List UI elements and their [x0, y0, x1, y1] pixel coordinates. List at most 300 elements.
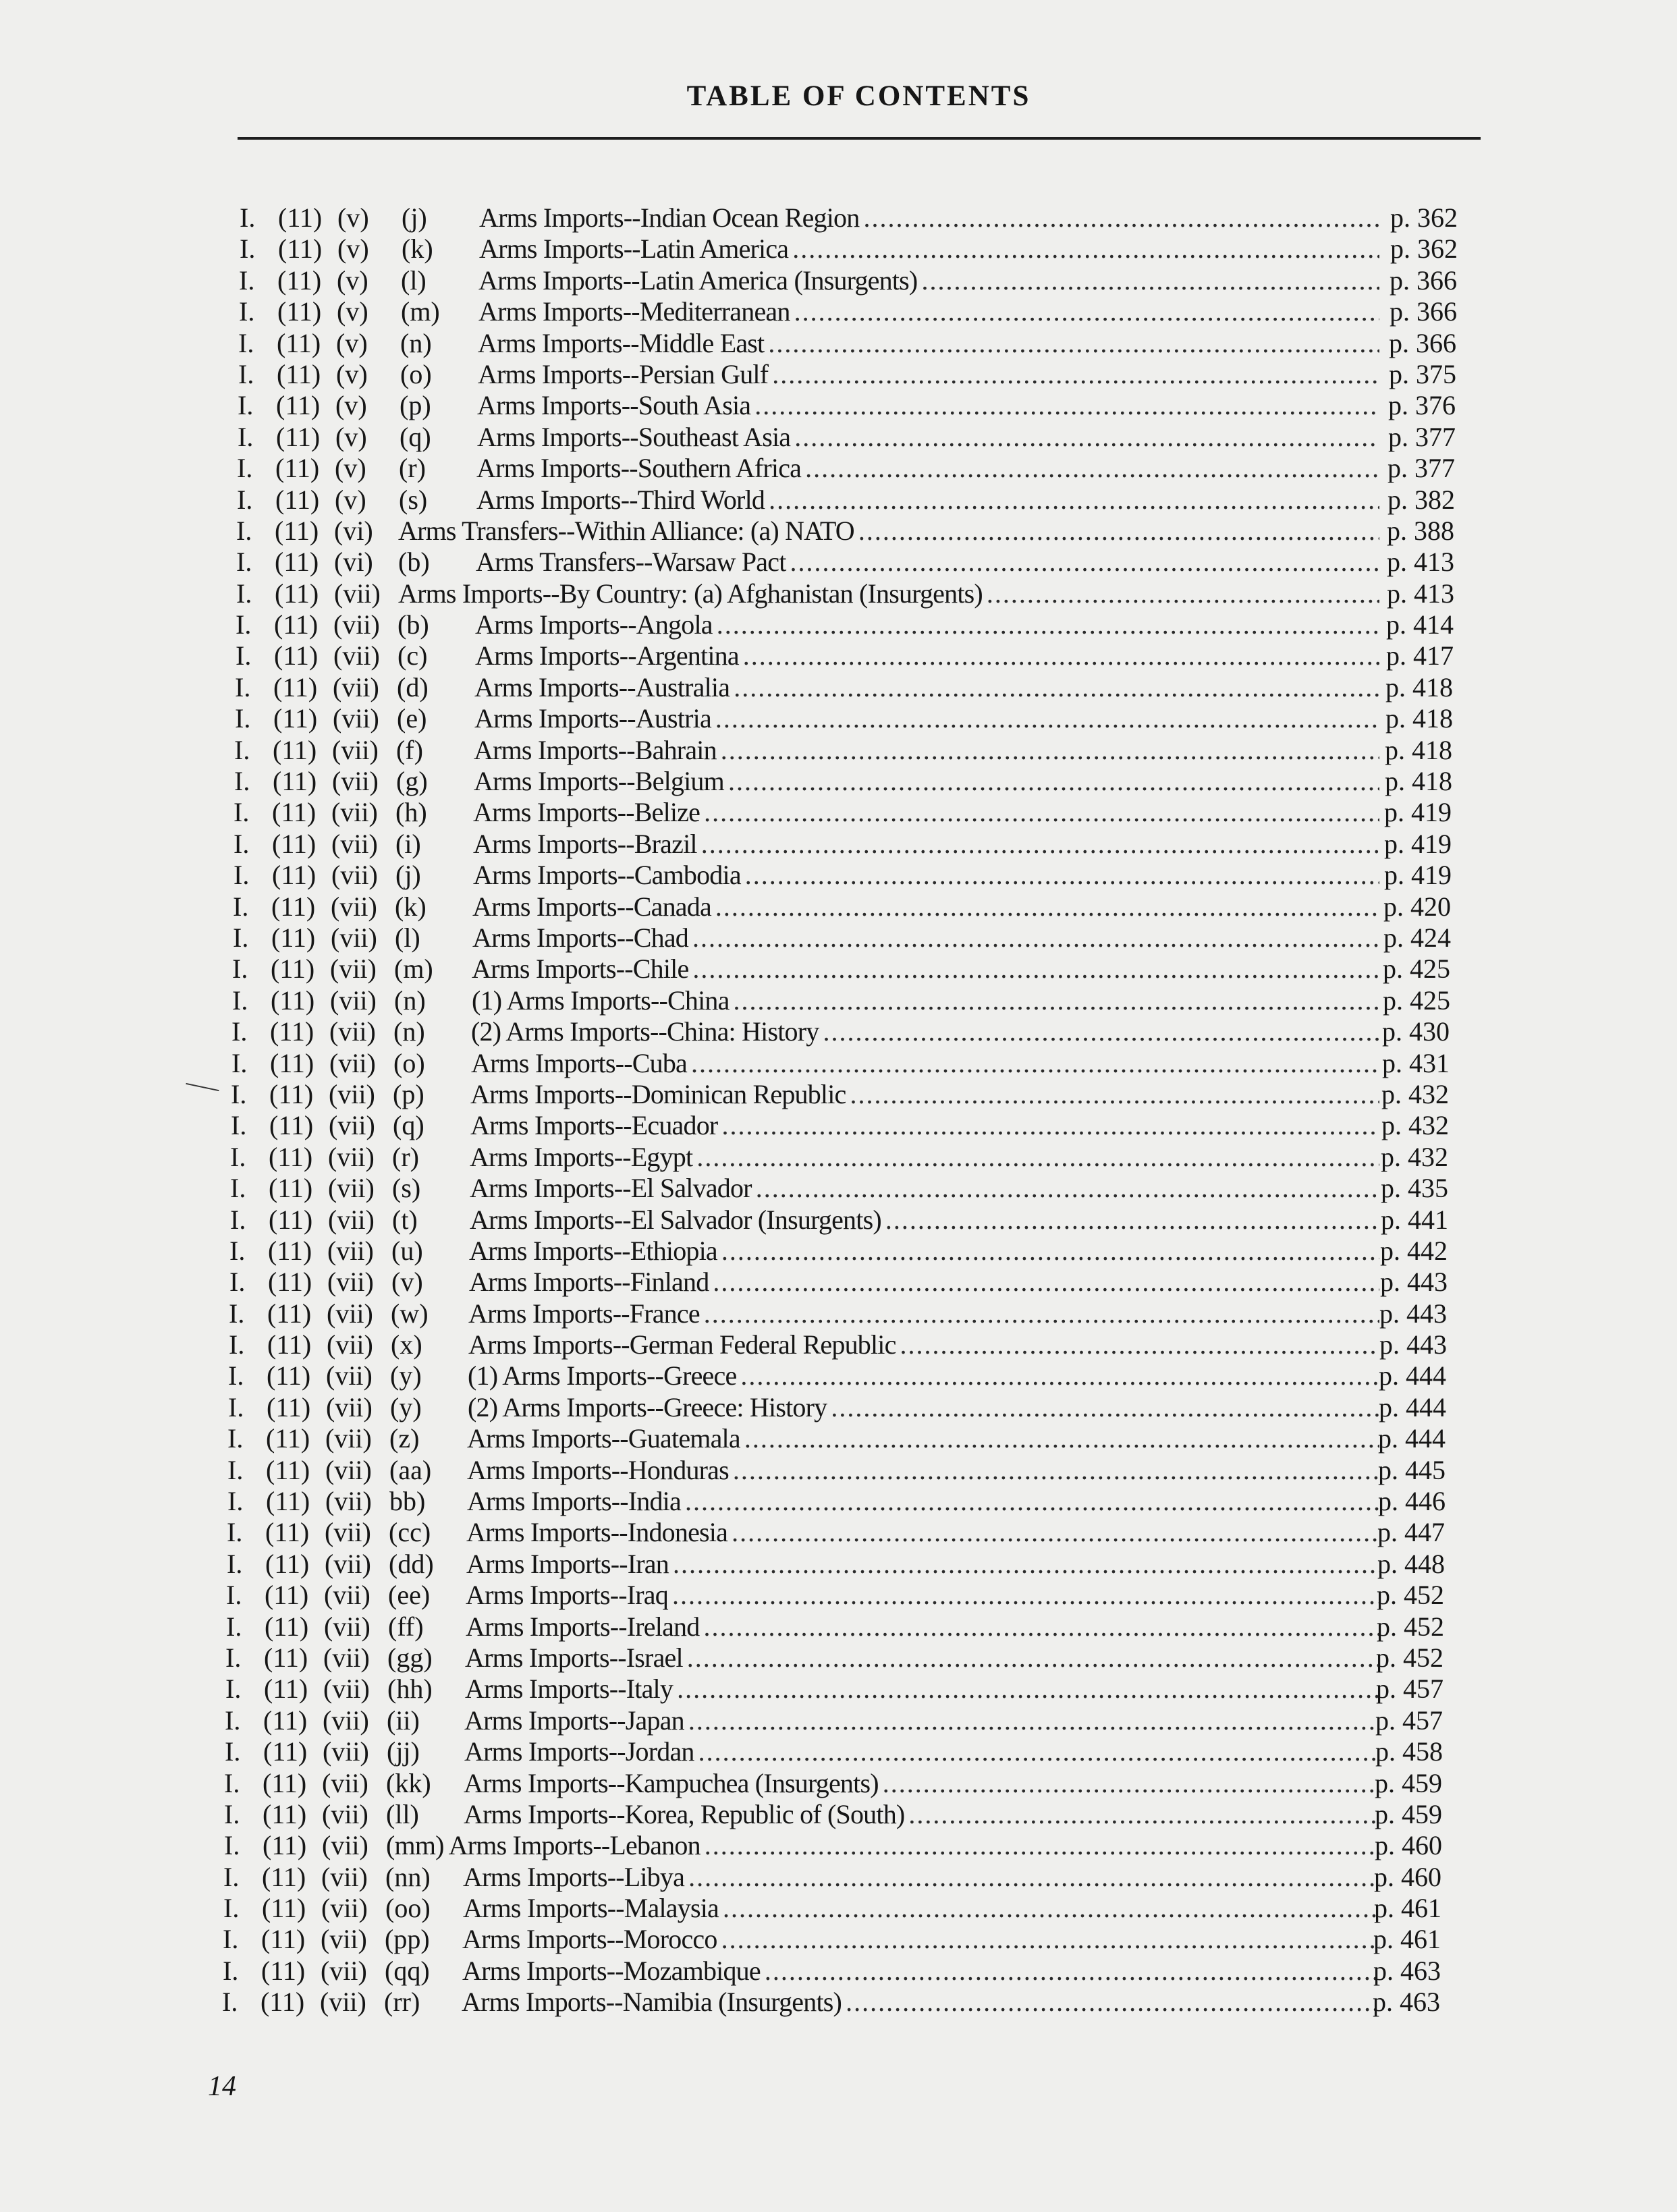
toc-entry-body — [395, 891, 1383, 922]
toc-subsection: (v) — [337, 296, 368, 327]
toc-section: (11) — [277, 265, 322, 296]
toc-subsection: (vii) — [329, 1047, 376, 1078]
toc-section: (11) — [275, 484, 320, 515]
toc-entry — [190, 1517, 1485, 1548]
toc-entry-body — [389, 1517, 1383, 1548]
dot-leader — [701, 829, 1379, 860]
toc-subsection: (v) — [335, 453, 366, 484]
toc-section: (11) — [275, 547, 319, 578]
toc-subsection: (vii) — [323, 1642, 370, 1673]
dot-leader — [734, 672, 1379, 703]
dot-leader — [717, 609, 1379, 640]
toc-entry-title: Arms Transfers--Warsaw Pact — [476, 547, 786, 578]
toc-section: (11) — [269, 1141, 313, 1172]
toc-entry-body — [397, 640, 1383, 671]
toc-subsection: (vii) — [331, 828, 378, 859]
toc-entry-body — [390, 1392, 1383, 1423]
toc-section: (11) — [273, 766, 317, 797]
toc-entry-body — [395, 797, 1383, 828]
toc-entry — [188, 1736, 1485, 1767]
toc-page-number: p. 443 — [1380, 1267, 1448, 1298]
toc-entry-body — [397, 672, 1383, 703]
toc-part: I. — [223, 1861, 240, 1892]
toc-item-letter: bb) — [389, 1486, 426, 1517]
toc-page-number: p. 444 — [1379, 1360, 1446, 1391]
toc-entry — [196, 922, 1485, 953]
dot-leader — [688, 1862, 1379, 1893]
toc-entry-body — [388, 1611, 1383, 1642]
toc-entry-body — [397, 703, 1383, 734]
toc-entry — [196, 797, 1485, 828]
dot-leader — [696, 1142, 1379, 1173]
dot-leader — [831, 1392, 1379, 1423]
toc-entry-body — [392, 1205, 1383, 1236]
toc-entry-body — [401, 265, 1383, 296]
toc-item-letter: (jj) — [387, 1736, 420, 1767]
toc-entry-body — [394, 953, 1383, 985]
toc-section: (11) — [266, 1486, 310, 1517]
toc-item-letter: (s) — [392, 1173, 421, 1204]
toc-page-number: p. 388 — [1387, 515, 1454, 546]
toc-subsection: (vii) — [324, 1611, 370, 1642]
toc-subsection: (vii) — [329, 1110, 375, 1141]
toc-item-letter: (b) — [397, 609, 429, 640]
toc-page-number: p. 420 — [1383, 891, 1451, 922]
toc-page-number: p. 447 — [1377, 1517, 1445, 1548]
toc-item-letter: (i) — [395, 828, 421, 859]
toc-entry-body — [400, 422, 1383, 453]
toc-subsection: (vii) — [326, 1360, 373, 1391]
toc-part: I. — [223, 1893, 240, 1924]
dot-leader — [850, 1079, 1379, 1110]
toc-item-letter: (g) — [396, 766, 428, 797]
toc-part: I. — [227, 1423, 244, 1454]
toc-section: (11) — [277, 358, 321, 389]
toc-item-letter: (hh) — [387, 1674, 433, 1705]
toc-entry — [197, 766, 1485, 797]
toc-subsection: (vii) — [322, 1798, 368, 1829]
toc-page-number: p. 377 — [1388, 421, 1456, 452]
toc-page-number: p. 375 — [1389, 358, 1456, 389]
dot-leader — [885, 1205, 1379, 1236]
toc-item-letter: (m) — [401, 296, 440, 327]
toc-page-number: p. 461 — [1373, 1924, 1441, 1955]
toc-item-letter: (ff) — [388, 1611, 424, 1642]
toc-part: I. — [230, 1204, 246, 1235]
toc-item-letter: (gg) — [387, 1642, 433, 1673]
toc-item-letter: (d) — [397, 671, 429, 702]
dot-leader — [721, 1236, 1379, 1267]
toc-subsection: (vii) — [331, 860, 378, 891]
toc-part: I. — [236, 547, 252, 578]
toc-page-number: p. 463 — [1373, 1987, 1440, 2018]
toc-section: (11) — [273, 703, 318, 734]
dot-leader — [740, 1360, 1379, 1391]
toc-section: (11) — [276, 390, 321, 421]
toc-section: (11) — [263, 1830, 307, 1861]
dot-leader — [685, 1486, 1379, 1517]
toc-entry — [188, 1674, 1485, 1705]
dot-leader — [756, 1173, 1379, 1204]
dot-leader — [734, 985, 1379, 1016]
toc-part: I. — [226, 1611, 242, 1642]
toc-subsection: (vii) — [328, 1204, 375, 1235]
toc-page-number: p. 382 — [1387, 484, 1455, 515]
toc-entry-body — [394, 985, 1383, 1016]
toc-entry-body — [389, 1455, 1383, 1486]
toc-part: I. — [230, 1173, 246, 1204]
toc-entry — [189, 1611, 1485, 1642]
toc-page-number: p. 418 — [1385, 703, 1453, 734]
toc-part: I. — [227, 1486, 244, 1517]
toc-page-number: p. 425 — [1383, 985, 1450, 1016]
toc-part: I. — [231, 1047, 248, 1078]
toc-entry-title: Arms Imports--Chad — [472, 922, 688, 953]
toc-entry-body — [386, 1799, 1383, 1830]
toc-page-number: p. 443 — [1379, 1329, 1447, 1360]
toc-subsection: (vii) — [320, 1987, 366, 2018]
dot-leader — [744, 1423, 1379, 1454]
toc-part: I. — [231, 1016, 248, 1047]
toc-item-letter: (rr) — [384, 1987, 420, 2018]
toc-entry — [186, 1862, 1485, 1893]
toc-entry-body — [389, 1423, 1383, 1454]
toc-item-letter: (k) — [402, 233, 433, 265]
toc-entry-body — [392, 1173, 1383, 1204]
toc-subsection: (vii) — [325, 1548, 371, 1579]
toc-item-letter: (q) — [400, 421, 431, 452]
toc-section: (11) — [262, 1893, 306, 1924]
toc-item-letter: (b) — [398, 547, 430, 578]
toc-item-letter: (p) — [400, 390, 431, 421]
toc-entry — [202, 296, 1485, 327]
toc-entry — [201, 328, 1485, 359]
toc-entry-body — [387, 1674, 1383, 1705]
toc-entry — [194, 1016, 1485, 1047]
toc-subsection: (v) — [337, 202, 369, 233]
toc-subsection: (vii) — [331, 797, 378, 828]
toc-page-number: p. 414 — [1386, 609, 1454, 640]
toc-item-letter: (oo) — [385, 1893, 431, 1924]
toc-entry-title: Arms Imports--Finland — [469, 1267, 709, 1298]
toc-entry-title: Arms Imports--Ethiopia — [469, 1235, 717, 1266]
toc-section: (11) — [265, 1548, 310, 1579]
toc-page-number: p. 461 — [1374, 1893, 1441, 1924]
toc-page-number: p. 444 — [1379, 1391, 1446, 1422]
toc-section: (11) — [263, 1705, 308, 1736]
toc-section: (11) — [267, 1360, 311, 1391]
toc-entry-body — [389, 1486, 1383, 1517]
toc-entry-title: Arms Imports--Malaysia — [463, 1893, 719, 1924]
toc-section: (11) — [268, 1235, 312, 1266]
toc-part: I. — [238, 327, 254, 358]
toc-entry-body — [391, 1298, 1383, 1329]
toc-section: (11) — [267, 1329, 312, 1360]
toc-entry-body — [396, 766, 1383, 797]
toc-subsection: (vii) — [325, 1423, 372, 1454]
toc-entry — [195, 985, 1485, 1016]
toc-section: (11) — [271, 985, 315, 1016]
dot-leader — [691, 1048, 1379, 1079]
dot-leader — [721, 1924, 1379, 1955]
toc-entry-title: Arms Imports--Latin America — [479, 233, 789, 265]
toc-subsection: (vii) — [332, 766, 379, 797]
toc-entry-title: Arms Imports--Kampuchea (Insurgents) — [464, 1767, 879, 1798]
toc-item-letter: (r) — [392, 1141, 419, 1172]
toc-subsection: (vii) — [322, 1767, 368, 1798]
toc-entry-body — [385, 1893, 1383, 1924]
toc-page-number: p. 445 — [1378, 1454, 1446, 1485]
toc-part: I. — [235, 671, 251, 702]
toc-item-letter: (u) — [391, 1235, 423, 1266]
toc-entry-title: Arms Imports--Morocco — [462, 1924, 717, 1955]
dot-leader — [672, 1580, 1379, 1611]
toc-item-letter: (aa) — [389, 1454, 432, 1485]
toc-subsection: (vi) — [334, 547, 373, 578]
toc-entry-title: Arms Imports--Egypt — [470, 1141, 693, 1172]
toc-item-letter: (cc) — [389, 1517, 431, 1548]
toc-section: (11) — [272, 797, 317, 828]
toc-section: (11) — [273, 734, 317, 765]
toc-entry-title: Arms Imports--Belgium — [474, 766, 724, 797]
page-number: 14 — [208, 2071, 236, 2102]
toc-entry-title: Arms Transfers--Within Alliance: (a) NATO — [398, 515, 854, 546]
toc-part: I. — [239, 296, 255, 327]
toc-section: (11) — [272, 828, 317, 859]
toc-item-letter: (j) — [402, 202, 427, 233]
toc-part: I. — [238, 358, 254, 389]
toc-entry-title: Arms Imports--Cuba — [471, 1047, 687, 1078]
toc-item-letter: (f) — [396, 734, 423, 765]
toc-item-letter: (v) — [391, 1267, 423, 1298]
dot-leader — [704, 797, 1379, 828]
dot-leader — [769, 485, 1379, 516]
toc-item-letter: (n) — [393, 1016, 425, 1047]
dot-leader — [687, 1642, 1379, 1674]
toc-entry-title: (1) Arms Imports--Greece — [468, 1360, 737, 1391]
toc-page-number: p. 418 — [1385, 734, 1452, 765]
toc-page-number: p. 424 — [1383, 922, 1451, 953]
toc-subsection: (vii) — [323, 1705, 369, 1736]
dot-leader — [733, 1455, 1379, 1486]
toc-part: I. — [224, 1798, 240, 1829]
dot-leader — [790, 547, 1379, 578]
toc-subsection: (vii) — [328, 1141, 375, 1172]
toc-item-letter: (o) — [400, 358, 432, 389]
toc-entry — [185, 1987, 1485, 2018]
toc-page-number: p. 457 — [1376, 1674, 1444, 1705]
toc-entry-title: Arms Imports--Bahrain — [474, 734, 717, 765]
toc-item-letter: (e) — [397, 703, 427, 734]
toc-section: (11) — [260, 1987, 305, 2018]
toc-item-letter: (ii) — [387, 1705, 420, 1736]
toc-entry — [202, 233, 1485, 265]
toc-item-letter: (n) — [400, 327, 432, 358]
dot-leader — [705, 1830, 1379, 1861]
toc-page-number: p. 458 — [1375, 1736, 1443, 1767]
toc-subsection: (vii) — [323, 1674, 370, 1705]
toc-part: I. — [237, 453, 253, 484]
toc-page-number: p. 446 — [1378, 1486, 1446, 1517]
dot-leader — [987, 578, 1379, 609]
toc-item-letter: (n) — [394, 985, 426, 1016]
toc-part: I. — [223, 1955, 239, 1986]
toc-section: (11) — [277, 296, 322, 327]
toc-part: I. — [238, 390, 254, 421]
toc-item-letter: (j) — [395, 860, 421, 891]
toc-entry — [194, 1079, 1485, 1110]
toc-entry-title: Arms Imports--Israel — [465, 1642, 683, 1673]
toc-page-number: p. 425 — [1383, 953, 1450, 985]
toc-entry-title: (mm) Arms Imports--Lebanon — [386, 1830, 700, 1861]
toc-subsection: (v) — [337, 233, 369, 265]
toc-entry — [202, 202, 1485, 233]
toc-entry-title: Arms Imports--German Federal Republic — [468, 1329, 896, 1360]
toc-entry — [201, 359, 1485, 390]
toc-section: (11) — [264, 1642, 308, 1673]
toc-entry-title: Arms Imports--Latin America (Insurgents) — [478, 265, 918, 296]
toc-entry-title: Arms Imports--Iraq — [466, 1580, 668, 1611]
toc-entry — [197, 735, 1485, 766]
toc-subsection: (vii) — [321, 1893, 368, 1924]
toc-part: I. — [229, 1267, 246, 1298]
toc-item-letter: (r) — [399, 453, 426, 484]
toc-section: (11) — [269, 1110, 314, 1141]
toc-part: I. — [233, 891, 249, 922]
toc-entry — [199, 516, 1485, 547]
toc-entry-body — [400, 359, 1383, 390]
toc-entry-title: Arms Imports--South Asia — [477, 390, 751, 421]
toc-entry — [192, 1236, 1485, 1267]
toc-entry — [192, 1298, 1485, 1329]
dot-leader — [908, 1799, 1379, 1830]
toc-entry — [190, 1486, 1485, 1517]
toc-section: (11) — [268, 1267, 312, 1298]
toc-page-number: p. 444 — [1378, 1423, 1446, 1454]
toc-page-number: p. 459 — [1375, 1798, 1442, 1829]
toc-entry-body — [387, 1642, 1383, 1674]
toc-part: I. — [224, 1830, 240, 1861]
toc-entry — [195, 953, 1485, 985]
toc-entry-body — [385, 1862, 1383, 1893]
dot-leader — [823, 1016, 1379, 1047]
toc-entry-title: Arms Imports--Iran — [466, 1548, 669, 1579]
toc-section: (11) — [265, 1580, 309, 1611]
toc-page-number: p. 419 — [1384, 828, 1452, 859]
toc-page-number: p. 418 — [1385, 766, 1452, 797]
toc-entry-body — [384, 1987, 1383, 2018]
dot-leader — [772, 359, 1379, 390]
toc-entry-body — [397, 609, 1383, 640]
toc-subsection: (v) — [336, 358, 368, 389]
toc-entry-body — [398, 516, 1383, 547]
toc-page-number: p. 452 — [1377, 1611, 1444, 1642]
toc-item-letter: (ee) — [388, 1580, 431, 1611]
toc-item-letter: (l) — [401, 265, 427, 296]
toc-entry — [199, 578, 1485, 609]
toc-entry-title: (2) Arms Imports--China: History — [471, 1016, 819, 1047]
toc-entry-title: Arms Imports--El Salvador — [470, 1173, 752, 1204]
toc-item-letter: (o) — [393, 1047, 425, 1078]
toc-entry-body — [385, 1924, 1383, 1955]
toc-entry-body — [385, 1956, 1383, 1987]
toc-section: (11) — [261, 1955, 306, 1986]
toc-entry — [187, 1830, 1485, 1861]
toc-entry-body — [393, 1016, 1383, 1047]
toc-subsection: (vii) — [333, 609, 380, 640]
toc-entry-body — [400, 390, 1383, 421]
toc-entry-body — [390, 1360, 1383, 1391]
toc-entry-title: Arms Imports--Argentina — [475, 640, 739, 671]
toc-item-letter: (s) — [399, 484, 428, 515]
dot-leader — [677, 1674, 1379, 1705]
toc-page-number: p. 452 — [1377, 1580, 1444, 1611]
toc-subsection: (vii) — [333, 671, 379, 702]
toc-entry — [193, 1142, 1485, 1173]
toc-page-number: p. 460 — [1374, 1861, 1441, 1892]
toc-subsection: (vii) — [333, 640, 380, 671]
toc-page-number: p. 376 — [1388, 390, 1456, 421]
toc-subsection: (vii) — [325, 1486, 372, 1517]
dot-leader — [715, 703, 1379, 734]
toc-entry — [199, 547, 1485, 578]
toc-item-letter: (y) — [390, 1360, 422, 1391]
toc-part: I. — [234, 734, 250, 765]
toc-entry-body — [398, 547, 1383, 578]
toc-part: I. — [229, 1329, 245, 1360]
toc-entry — [196, 891, 1485, 922]
toc-page-number: p. 432 — [1381, 1141, 1448, 1172]
toc-page-number: p. 366 — [1389, 327, 1456, 358]
toc-item-letter: (w) — [391, 1298, 429, 1329]
dot-leader — [732, 1517, 1379, 1548]
toc-entry-title: Arms Imports--Indonesia — [466, 1517, 728, 1548]
toc-entry-title: Arms Imports--Cambodia — [473, 860, 741, 891]
toc-item-letter: (c) — [397, 640, 428, 671]
toc-entry-body — [400, 328, 1383, 359]
toc-entry-title: Arms Imports--Chile — [472, 953, 689, 985]
toc-part: I. — [227, 1548, 243, 1579]
toc-entry-title: Arms Imports--Korea, Republic of (South) — [464, 1798, 905, 1829]
toc-item-letter: (l) — [395, 922, 420, 953]
toc-subsection: (vii) — [321, 1924, 367, 1955]
dot-leader — [863, 202, 1379, 233]
toc-part: I. — [233, 828, 250, 859]
toc-subsection: (vii) — [327, 1267, 374, 1298]
toc-entry-body — [393, 1079, 1383, 1110]
toc-part: I. — [233, 922, 249, 953]
toc-section: (11) — [263, 1798, 307, 1829]
toc-page-number: p. 413 — [1387, 547, 1454, 578]
toc-subsection: (vii) — [329, 1078, 375, 1109]
toc-part: I. — [229, 1235, 246, 1266]
toc-entry — [196, 860, 1485, 891]
toc-section: (11) — [275, 515, 319, 546]
toc-part: I. — [234, 766, 250, 797]
toc-subsection: (vii) — [330, 985, 377, 1016]
toc-entry — [193, 1173, 1485, 1204]
toc-section: (11) — [266, 1423, 310, 1454]
toc-page-number: p. 413 — [1387, 578, 1454, 609]
toc-part: I. — [227, 1454, 244, 1485]
toc-subsection: (vii) — [325, 1454, 372, 1485]
toc-entry — [198, 672, 1485, 703]
toc-section: (11) — [270, 1047, 314, 1078]
toc-subsection: (vii) — [330, 953, 377, 985]
toc-entry — [186, 1956, 1485, 1987]
toc-page-number: p. 457 — [1375, 1705, 1443, 1736]
toc-part: I. — [237, 484, 253, 515]
